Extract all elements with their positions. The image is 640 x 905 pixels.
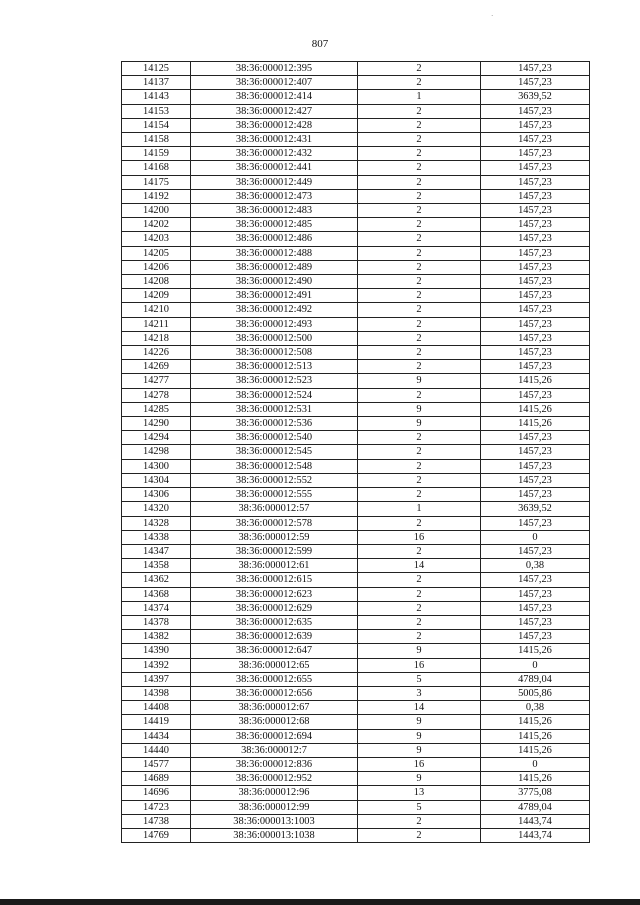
- row-number-cell: 14277: [122, 374, 191, 388]
- cadastral-number-cell: 38:36:000012:623: [191, 587, 358, 601]
- value-cell: 1457,23: [481, 473, 590, 487]
- table-row: [122, 90, 590, 104]
- table-row: [122, 516, 590, 530]
- value-cell: 1457,23: [481, 104, 590, 118]
- category-cell: 2: [358, 133, 481, 147]
- row-number-cell: 14205: [122, 246, 191, 260]
- row-number-cell: 14154: [122, 118, 191, 132]
- category-cell: 2: [358, 615, 481, 629]
- cadastral-number-cell: 38:36:000012:629: [191, 601, 358, 615]
- category-cell: 5: [358, 800, 481, 814]
- category-cell: 16: [358, 757, 481, 771]
- value-cell: 1457,23: [481, 260, 590, 274]
- row-number-cell: 14211: [122, 317, 191, 331]
- table-row: [122, 133, 590, 147]
- category-cell: 14: [358, 701, 481, 715]
- table-row: [122, 118, 590, 132]
- cadastral-number-cell: 38:36:000012:655: [191, 672, 358, 686]
- cadastral-number-cell: 38:36:000012:395: [191, 62, 358, 76]
- table-row: [122, 743, 590, 757]
- category-cell: 13: [358, 786, 481, 800]
- cadastral-number-cell: 38:36:000012:431: [191, 133, 358, 147]
- cadastral-number-cell: 38:36:000012:635: [191, 615, 358, 629]
- value-cell: 1415,26: [481, 772, 590, 786]
- cadastral-number-cell: 38:36:000012:96: [191, 786, 358, 800]
- row-number-cell: 14158: [122, 133, 191, 147]
- table-row: [122, 232, 590, 246]
- row-number-cell: 14209: [122, 289, 191, 303]
- cadastral-number-cell: 38:36:000012:952: [191, 772, 358, 786]
- category-cell: 2: [358, 488, 481, 502]
- category-cell: 2: [358, 630, 481, 644]
- cadastral-number-cell: 38:36:000013:1003: [191, 814, 358, 828]
- row-number-cell: 14137: [122, 76, 191, 90]
- cadastral-number-cell: 38:36:000012:639: [191, 630, 358, 644]
- row-number-cell: 14226: [122, 346, 191, 360]
- cadastral-number-cell: 38:36:000012:473: [191, 189, 358, 203]
- category-cell: 2: [358, 828, 481, 842]
- cadastral-number-cell: 38:36:000012:59: [191, 530, 358, 544]
- cadastral-number-cell: 38:36:000012:540: [191, 431, 358, 445]
- row-number-cell: 14434: [122, 729, 191, 743]
- table-row: [122, 658, 590, 672]
- category-cell: 2: [358, 431, 481, 445]
- cadastral-number-cell: 38:36:000012:492: [191, 303, 358, 317]
- category-cell: 16: [358, 530, 481, 544]
- table-row: [122, 331, 590, 345]
- category-cell: 3: [358, 686, 481, 700]
- value-cell: 1457,23: [481, 118, 590, 132]
- table-row: [122, 488, 590, 502]
- value-cell: 1457,23: [481, 218, 590, 232]
- value-cell: 3639,52: [481, 90, 590, 104]
- table-row: [122, 473, 590, 487]
- row-number-cell: 14374: [122, 601, 191, 615]
- row-number-cell: 14362: [122, 573, 191, 587]
- category-cell: 9: [358, 417, 481, 431]
- value-cell: 0,38: [481, 701, 590, 715]
- row-number-cell: 14304: [122, 473, 191, 487]
- row-number-cell: 14218: [122, 331, 191, 345]
- page-number: 807: [311, 38, 329, 50]
- cadastral-number-cell: 38:36:000012:531: [191, 402, 358, 416]
- value-cell: 3775,08: [481, 786, 590, 800]
- value-cell: 1457,23: [481, 601, 590, 615]
- row-number-cell: 14392: [122, 658, 191, 672]
- value-cell: 5005,86: [481, 686, 590, 700]
- category-cell: 2: [358, 587, 481, 601]
- category-cell: 2: [358, 175, 481, 189]
- category-cell: 9: [358, 715, 481, 729]
- category-cell: 5: [358, 672, 481, 686]
- table-row: [122, 772, 590, 786]
- value-cell: 1457,23: [481, 331, 590, 345]
- row-number-cell: 14290: [122, 417, 191, 431]
- row-number-cell: 14192: [122, 189, 191, 203]
- category-cell: 2: [358, 189, 481, 203]
- row-number-cell: 14206: [122, 260, 191, 274]
- table-row: [122, 814, 590, 828]
- cadastral-number-cell: 38:36:000012:67: [191, 701, 358, 715]
- table-row: [122, 559, 590, 573]
- value-cell: 1415,26: [481, 417, 590, 431]
- row-number-cell: 14159: [122, 147, 191, 161]
- table-row: [122, 445, 590, 459]
- cadastral-number-cell: 38:36:000012:545: [191, 445, 358, 459]
- row-number-cell: 14382: [122, 630, 191, 644]
- cadastral-number-cell: 38:36:000012:491: [191, 289, 358, 303]
- cadastral-number-cell: 38:36:000012:485: [191, 218, 358, 232]
- row-number-cell: 14320: [122, 502, 191, 516]
- row-number-cell: 14153: [122, 104, 191, 118]
- row-number-cell: 14168: [122, 161, 191, 175]
- value-cell: 1457,23: [481, 76, 590, 90]
- table-row: [122, 701, 590, 715]
- value-cell: 1457,23: [481, 445, 590, 459]
- row-number-cell: 14298: [122, 445, 191, 459]
- category-cell: 9: [358, 644, 481, 658]
- category-cell: 2: [358, 573, 481, 587]
- row-number-cell: 14338: [122, 530, 191, 544]
- value-cell: 1457,23: [481, 544, 590, 558]
- cadastral-number-cell: 38:36:000012:428: [191, 118, 358, 132]
- cadastral-number-cell: 38:36:000012:449: [191, 175, 358, 189]
- category-cell: 2: [358, 814, 481, 828]
- cadastral-number-cell: 38:36:000012:836: [191, 757, 358, 771]
- cadastral-number-cell: 38:36:000012:414: [191, 90, 358, 104]
- table-row: [122, 573, 590, 587]
- category-cell: 2: [358, 62, 481, 76]
- category-cell: 2: [358, 161, 481, 175]
- value-cell: 1457,23: [481, 147, 590, 161]
- cadastral-number-cell: 38:36:000012:432: [191, 147, 358, 161]
- table-row: [122, 459, 590, 473]
- table-row: [122, 729, 590, 743]
- row-number-cell: 14390: [122, 644, 191, 658]
- row-number-cell: 14398: [122, 686, 191, 700]
- cadastral-number-cell: 38:36:000012:493: [191, 317, 358, 331]
- cadastral-number-cell: 38:36:000012:500: [191, 331, 358, 345]
- cadastral-number-cell: 38:36:000012:524: [191, 388, 358, 402]
- cadastral-number-cell: 38:36:000012:65: [191, 658, 358, 672]
- table-row: [122, 189, 590, 203]
- table-row: [122, 431, 590, 445]
- table-row: [122, 289, 590, 303]
- table-row: [122, 317, 590, 331]
- category-cell: 2: [358, 260, 481, 274]
- category-cell: 2: [358, 246, 481, 260]
- value-cell: 0: [481, 757, 590, 771]
- cadastral-number-cell: 38:36:000012:407: [191, 76, 358, 90]
- category-cell: 9: [358, 772, 481, 786]
- cadastral-number-cell: 38:36:000012:486: [191, 232, 358, 246]
- value-cell: 1457,23: [481, 175, 590, 189]
- value-cell: 1457,23: [481, 275, 590, 289]
- row-number-cell: 14397: [122, 672, 191, 686]
- row-number-cell: 14200: [122, 204, 191, 218]
- cadastral-number-cell: 38:36:000012:578: [191, 516, 358, 530]
- category-cell: 2: [358, 473, 481, 487]
- category-cell: 2: [358, 601, 481, 615]
- value-cell: 3639,52: [481, 502, 590, 516]
- row-number-cell: 14202: [122, 218, 191, 232]
- value-cell: 1457,23: [481, 431, 590, 445]
- row-number-cell: 14769: [122, 828, 191, 842]
- value-cell: 1457,23: [481, 317, 590, 331]
- cadastral-number-cell: 38:36:000012:552: [191, 473, 358, 487]
- cadastral-number-cell: 38:36:000012:647: [191, 644, 358, 658]
- value-cell: 1457,23: [481, 62, 590, 76]
- table-row: [122, 402, 590, 416]
- value-cell: 4789,04: [481, 800, 590, 814]
- category-cell: 2: [358, 445, 481, 459]
- table-row: [122, 417, 590, 431]
- value-cell: 1457,23: [481, 133, 590, 147]
- category-cell: 1: [358, 502, 481, 516]
- row-number-cell: 14689: [122, 772, 191, 786]
- value-cell: 1457,23: [481, 459, 590, 473]
- table-row: [122, 303, 590, 317]
- row-number-cell: 14347: [122, 544, 191, 558]
- table-row: [122, 828, 590, 842]
- cadastral-number-cell: 38:36:000012:508: [191, 346, 358, 360]
- row-number-cell: 14378: [122, 615, 191, 629]
- table-row: [122, 786, 590, 800]
- value-cell: 1457,23: [481, 289, 590, 303]
- cadastral-number-cell: 38:36:000012:548: [191, 459, 358, 473]
- cadastral-number-cell: 38:36:000012:488: [191, 246, 358, 260]
- value-cell: 1415,26: [481, 729, 590, 743]
- table-row: [122, 204, 590, 218]
- cadastral-number-cell: 38:36:000012:441: [191, 161, 358, 175]
- category-cell: 2: [358, 388, 481, 402]
- value-cell: 1457,23: [481, 346, 590, 360]
- value-cell: 1415,26: [481, 402, 590, 416]
- value-cell: 1457,23: [481, 204, 590, 218]
- value-cell: 1443,74: [481, 814, 590, 828]
- row-number-cell: 14723: [122, 800, 191, 814]
- category-cell: 2: [358, 544, 481, 558]
- value-cell: 1415,26: [481, 743, 590, 757]
- cadastral-number-cell: 38:36:000012:513: [191, 360, 358, 374]
- value-cell: 0,38: [481, 559, 590, 573]
- table-row: [122, 360, 590, 374]
- value-cell: 1457,23: [481, 360, 590, 374]
- value-cell: 1457,23: [481, 587, 590, 601]
- row-number-cell: 14300: [122, 459, 191, 473]
- table-row: [122, 530, 590, 544]
- scan-edge: [0, 899, 640, 905]
- category-cell: 2: [358, 218, 481, 232]
- table-row: [122, 715, 590, 729]
- row-number-cell: 14419: [122, 715, 191, 729]
- value-cell: 1457,23: [481, 246, 590, 260]
- scan-mark: ·: [491, 12, 494, 20]
- value-cell: 1457,23: [481, 615, 590, 629]
- cadastral-number-cell: 38:36:000012:555: [191, 488, 358, 502]
- value-cell: 0: [481, 658, 590, 672]
- row-number-cell: 14577: [122, 757, 191, 771]
- cadastral-number-cell: 38:36:000012:61: [191, 559, 358, 573]
- table-row: [122, 275, 590, 289]
- cadastral-number-cell: 38:36:000012:694: [191, 729, 358, 743]
- cadastral-number-cell: 38:36:000012:523: [191, 374, 358, 388]
- row-number-cell: 14125: [122, 62, 191, 76]
- category-cell: 9: [358, 374, 481, 388]
- category-cell: 2: [358, 303, 481, 317]
- value-cell: 1457,23: [481, 516, 590, 530]
- row-number-cell: 14294: [122, 431, 191, 445]
- row-number-cell: 14208: [122, 275, 191, 289]
- row-number-cell: 14203: [122, 232, 191, 246]
- table-row: [122, 260, 590, 274]
- value-cell: 1443,74: [481, 828, 590, 842]
- value-cell: 4789,04: [481, 672, 590, 686]
- value-cell: 1457,23: [481, 388, 590, 402]
- row-number-cell: 14143: [122, 90, 191, 104]
- row-number-cell: 14408: [122, 701, 191, 715]
- table-row: [122, 686, 590, 700]
- value-cell: 1415,26: [481, 644, 590, 658]
- category-cell: 2: [358, 331, 481, 345]
- table-row: [122, 615, 590, 629]
- row-number-cell: 14278: [122, 388, 191, 402]
- row-number-cell: 14210: [122, 303, 191, 317]
- value-cell: 1457,23: [481, 630, 590, 644]
- table-row: [122, 644, 590, 658]
- category-cell: 9: [358, 402, 481, 416]
- category-cell: 2: [358, 459, 481, 473]
- table-body: [122, 62, 590, 843]
- category-cell: 2: [358, 317, 481, 331]
- category-cell: 2: [358, 360, 481, 374]
- cadastral-number-cell: 38:36:000012:489: [191, 260, 358, 274]
- row-number-cell: 14368: [122, 587, 191, 601]
- row-number-cell: 14285: [122, 402, 191, 416]
- cadastral-number-cell: 38:36:000012:7: [191, 743, 358, 757]
- value-cell: 0: [481, 530, 590, 544]
- row-number-cell: 14738: [122, 814, 191, 828]
- table-row: [122, 218, 590, 232]
- value-cell: 1457,23: [481, 303, 590, 317]
- category-cell: 2: [358, 204, 481, 218]
- table-row: [122, 757, 590, 771]
- cadastral-number-cell: 38:36:000012:599: [191, 544, 358, 558]
- value-cell: 1415,26: [481, 374, 590, 388]
- table-row: [122, 161, 590, 175]
- category-cell: 2: [358, 118, 481, 132]
- category-cell: 1: [358, 90, 481, 104]
- row-number-cell: 14328: [122, 516, 191, 530]
- category-cell: 2: [358, 76, 481, 90]
- category-cell: 14: [358, 559, 481, 573]
- table-row: [122, 502, 590, 516]
- table-row: [122, 374, 590, 388]
- table-row: [122, 175, 590, 189]
- category-cell: 2: [358, 104, 481, 118]
- table-row: [122, 587, 590, 601]
- table-row: [122, 246, 590, 260]
- row-number-cell: 14269: [122, 360, 191, 374]
- value-cell: 1415,26: [481, 715, 590, 729]
- table-row: [122, 388, 590, 402]
- category-cell: 2: [358, 147, 481, 161]
- category-cell: 2: [358, 232, 481, 246]
- row-number-cell: 14175: [122, 175, 191, 189]
- cadastral-number-cell: 38:36:000012:490: [191, 275, 358, 289]
- table-row: [122, 630, 590, 644]
- value-cell: 1457,23: [481, 232, 590, 246]
- value-cell: 1457,23: [481, 488, 590, 502]
- category-cell: 2: [358, 289, 481, 303]
- cadastral-number-cell: 38:36:000012:57: [191, 502, 358, 516]
- table-row: [122, 800, 590, 814]
- category-cell: 9: [358, 743, 481, 757]
- row-number-cell: 14696: [122, 786, 191, 800]
- category-cell: 2: [358, 516, 481, 530]
- table-row: [122, 104, 590, 118]
- category-cell: 2: [358, 275, 481, 289]
- cadastral-number-cell: 38:36:000012:427: [191, 104, 358, 118]
- category-cell: 16: [358, 658, 481, 672]
- cadastral-number-cell: 38:36:000013:1038: [191, 828, 358, 842]
- value-cell: 1457,23: [481, 573, 590, 587]
- cadastral-number-cell: 38:36:000012:536: [191, 417, 358, 431]
- row-number-cell: 14440: [122, 743, 191, 757]
- cadastral-number-cell: 38:36:000012:483: [191, 204, 358, 218]
- table-row: [122, 346, 590, 360]
- category-cell: 9: [358, 729, 481, 743]
- row-number-cell: 14306: [122, 488, 191, 502]
- table-row: [122, 672, 590, 686]
- row-number-cell: 14358: [122, 559, 191, 573]
- value-cell: 1457,23: [481, 161, 590, 175]
- cadastral-number-cell: 38:36:000012:615: [191, 573, 358, 587]
- table-row: [122, 76, 590, 90]
- cadastral-number-cell: 38:36:000012:68: [191, 715, 358, 729]
- table-row: [122, 544, 590, 558]
- table-row: [122, 147, 590, 161]
- cadastral-number-cell: 38:36:000012:656: [191, 686, 358, 700]
- cadastral-number-cell: 38:36:000012:99: [191, 800, 358, 814]
- registry-table: [121, 61, 590, 843]
- category-cell: 2: [358, 346, 481, 360]
- table-row: [122, 62, 590, 76]
- table-row: [122, 601, 590, 615]
- value-cell: 1457,23: [481, 189, 590, 203]
